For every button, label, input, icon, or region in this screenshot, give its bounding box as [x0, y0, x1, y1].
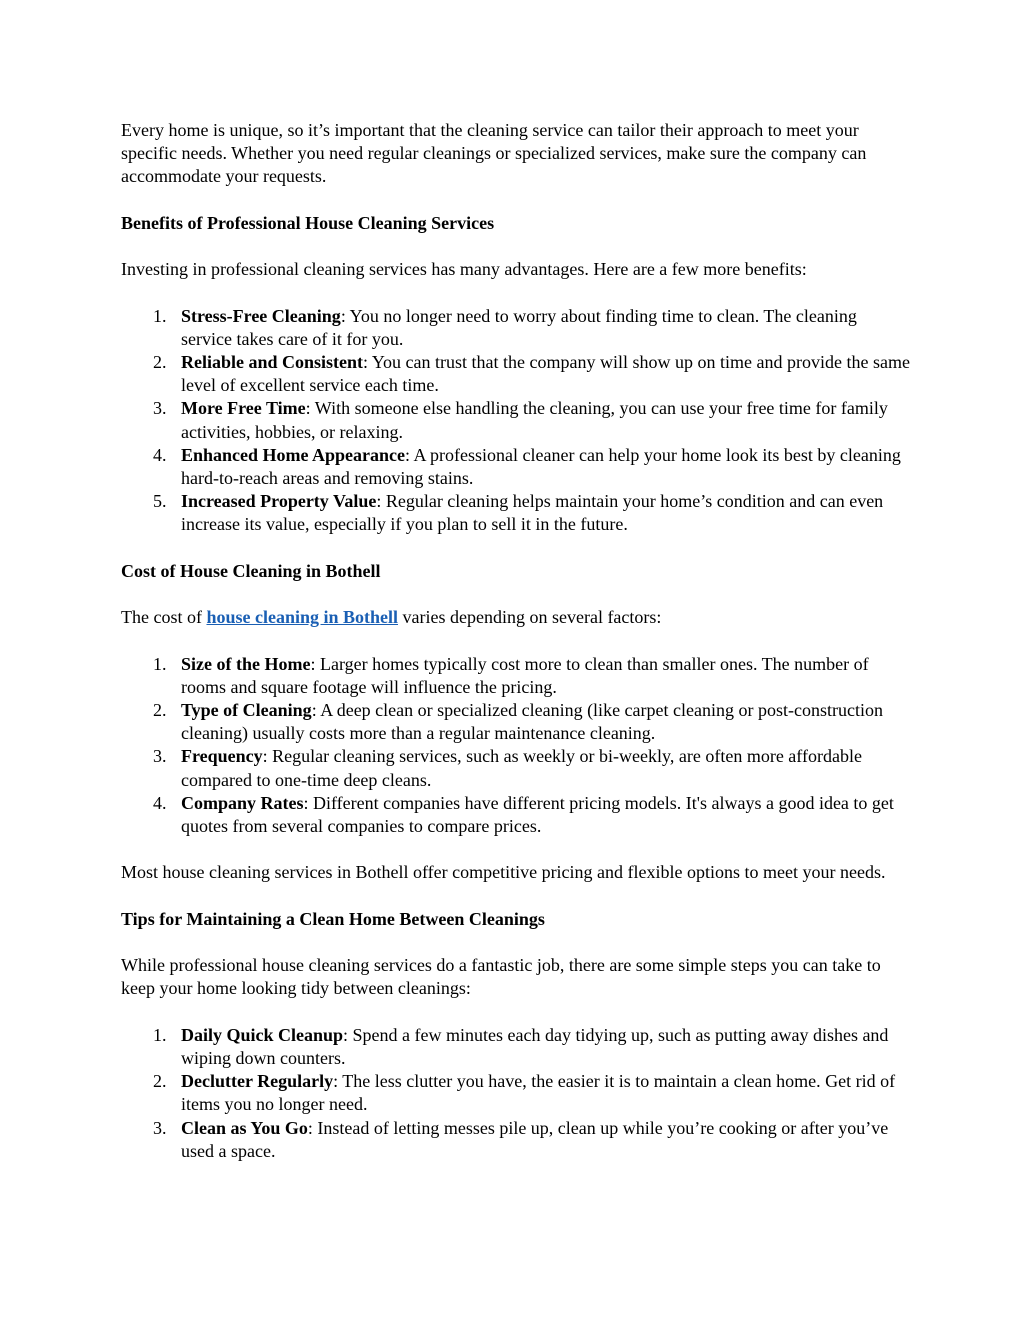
list-number: 4.: [153, 792, 167, 813]
list-number: 1.: [153, 305, 167, 326]
list-text: : Instead of letting messes pile up, clean up while you’re cooking or after you’ve used a space.: [181, 1117, 889, 1161]
list-number: 2.: [153, 351, 167, 372]
benefits-list: [121, 305, 911, 537]
list-item: [153, 653, 911, 699]
list-term: Daily Quick Cleanup: [181, 1024, 344, 1045]
list-item: [153, 1070, 911, 1116]
cost-factors-list: [121, 653, 911, 839]
list-item: [153, 444, 911, 490]
list-text: : The less clutter you have, the easier it is to maintain a clean home. Get rid of items you no longer need.: [181, 1071, 896, 1115]
list-term: Stress-Free Cleaning: [181, 305, 341, 326]
list-term: Increased Property Value: [181, 491, 377, 512]
list-term: More Free Time: [181, 398, 306, 419]
list-text: : Different companies have different pricing models. It's always a good idea to get quotes from several companies to compare prices.: [181, 792, 894, 836]
list-number: 3.: [153, 746, 167, 767]
list-term: Company Rates: [181, 792, 304, 813]
list-term: Enhanced Home Appearance: [181, 444, 406, 465]
list-item: [153, 490, 911, 536]
list-text: : A professional cleaner can help your home look its best by cleaning hard-to-reach areas and removing stains.: [181, 444, 901, 488]
house-cleaning-bothell-link[interactable]: house cleaning in Bothell: [206, 607, 399, 628]
list-item: [153, 305, 911, 351]
list-text: : You can trust that the company will show up on time and provide the same level of excellent service each time.: [181, 351, 910, 396]
list-term: Declutter Regularly: [181, 1071, 334, 1092]
list-number: 1.: [153, 653, 167, 674]
list-item: [153, 699, 911, 745]
list-text: : With someone else handling the cleaning, you can use your free time for family activities, hobbies, or relaxing.: [181, 398, 888, 442]
list-item: [153, 351, 911, 397]
list-text: : Larger homes typically cost more to clean than smaller ones. The number of rooms and square footage will influence the pricing.: [181, 653, 869, 697]
tips-heading: Tips for Maintaining a Clean Home Between Cleanings: [121, 908, 545, 929]
benefits-lead: Investing in professional cleaning services has many advantages. Here are a few more benefits:: [121, 259, 807, 280]
cost-heading: Cost of House Cleaning in Bothell: [121, 560, 381, 581]
benefits-heading: Benefits of Professional House Cleaning Services: [121, 212, 495, 233]
tips-lead: While professional house cleaning services do a fantastic job, there are some simple steps you can take to keep your home looking tidy between cleanings:: [121, 955, 881, 999]
list-term: Reliable and Consistent: [181, 351, 364, 372]
list-number: 3.: [153, 398, 167, 419]
list-number: 4.: [153, 444, 167, 465]
list-number: 1.: [153, 1024, 167, 1045]
tips-list: [121, 1024, 911, 1163]
cost-lead-after: varies depending on several factors:: [398, 607, 662, 628]
list-item: [153, 1117, 911, 1163]
list-item: [153, 792, 911, 838]
cost-closing: Most house cleaning services in Bothell offer competitive pricing and flexible options to meet your needs.: [121, 862, 886, 883]
list-number: 2.: [153, 699, 167, 720]
list-item: [153, 1024, 911, 1070]
list-text: : A deep clean or specialized cleaning (like carpet cleaning or post-construction cleaning) usually costs more than a regular maintenance cleaning.: [181, 699, 883, 744]
list-text: : Regular cleaning helps maintain your home’s condition and can even increase its value, especially if you plan to sell it in the future.: [181, 491, 884, 535]
list-item: [153, 745, 911, 791]
list-number: 3.: [153, 1117, 167, 1138]
list-number: 5.: [153, 491, 167, 512]
cost-lead: [121, 606, 911, 629]
list-term: Size of the Home: [181, 653, 311, 674]
list-term: Clean as You Go: [181, 1117, 308, 1138]
intro-paragraph: Every home is unique, so it’s important that the cleaning service can tailor their approach to meet your specific needs. Whether you need regular cleanings or specialized services, make sure the company can accommodate your requests.: [121, 120, 867, 187]
list-text: : Regular cleaning services, such as weekly or bi-weekly, are often more affordable compared to one-time deep cleans.: [181, 746, 862, 790]
list-number: 2.: [153, 1071, 167, 1092]
list-item: [153, 397, 911, 443]
list-term: Type of Cleaning: [181, 699, 312, 720]
list-text: : Spend a few minutes each day tidying up, such as putting away dishes and wiping down counters.: [181, 1024, 889, 1068]
cost-lead-before: The cost of: [121, 607, 207, 628]
list-text: : You no longer need to worry about finding time to clean. The cleaning service takes care of it for you.: [181, 305, 857, 349]
document-page: [121, 119, 911, 1186]
list-term: Frequency: [181, 746, 263, 767]
